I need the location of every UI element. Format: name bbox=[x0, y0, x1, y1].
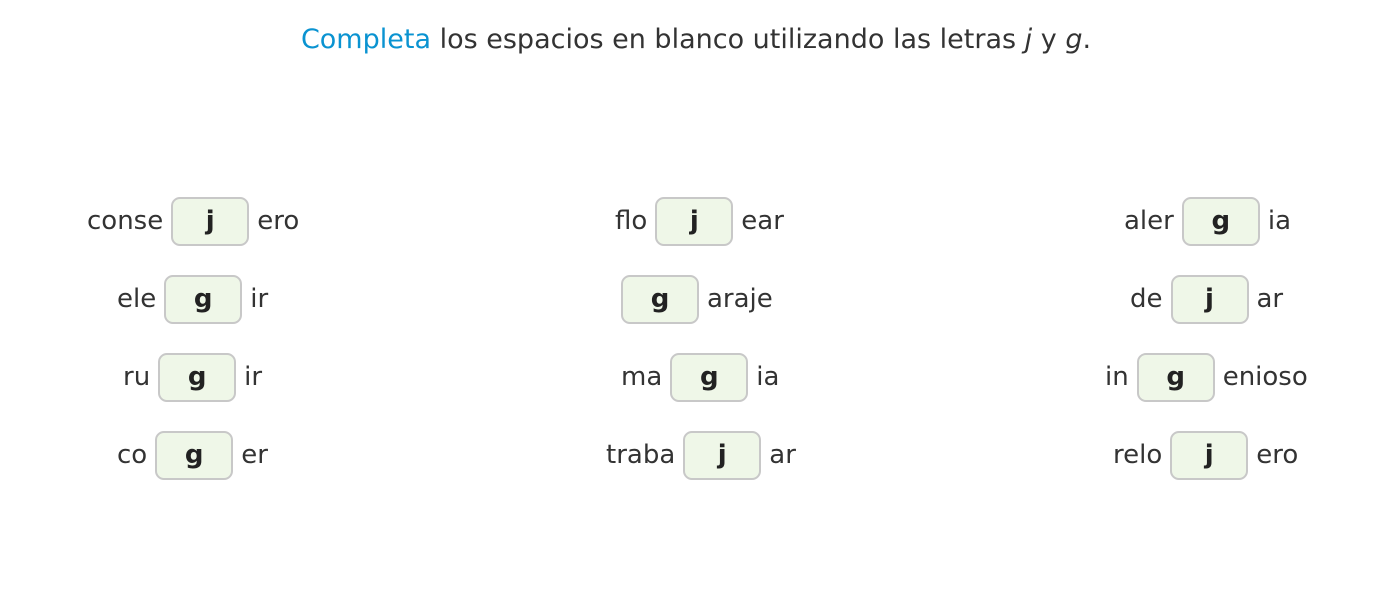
word-suffix: ir bbox=[250, 284, 269, 314]
word-suffix: ar bbox=[769, 440, 796, 470]
answer-blank[interactable]: g bbox=[670, 353, 748, 402]
answer-blank[interactable]: j bbox=[1171, 275, 1249, 324]
word-row bbox=[87, 196, 299, 246]
word-prefix: de bbox=[1130, 284, 1163, 314]
word-prefix: in bbox=[1105, 362, 1129, 392]
answer-blank[interactable]: g bbox=[1137, 353, 1215, 402]
answer-blank[interactable]: g bbox=[155, 431, 233, 480]
answer-blank[interactable]: g bbox=[158, 353, 236, 402]
word-row bbox=[621, 274, 773, 324]
word-suffix: ia bbox=[1267, 206, 1291, 236]
word-row bbox=[1130, 274, 1283, 324]
word-row bbox=[1105, 352, 1308, 402]
answer-blank[interactable]: j bbox=[683, 431, 761, 480]
answer-blank[interactable]: g bbox=[621, 275, 699, 324]
instruction-verb: Completa bbox=[300, 24, 431, 55]
word-suffix: ia bbox=[756, 362, 780, 392]
word-row bbox=[615, 196, 784, 246]
word-prefix: flo bbox=[615, 206, 648, 236]
answer-blank[interactable]: j bbox=[1170, 431, 1248, 480]
answer-blank[interactable]: j bbox=[171, 197, 249, 246]
word-suffix: araje bbox=[707, 284, 773, 314]
word-row bbox=[117, 274, 268, 324]
answer-blank[interactable]: j bbox=[655, 197, 733, 246]
word-suffix: ar bbox=[1256, 284, 1284, 314]
instruction-letter-g: g bbox=[1065, 24, 1083, 55]
word-prefix: ru bbox=[123, 362, 151, 392]
word-row bbox=[123, 352, 262, 402]
word-suffix: ero bbox=[1256, 440, 1299, 470]
word-prefix: traba bbox=[606, 440, 676, 470]
word-prefix: co bbox=[117, 440, 148, 470]
word-prefix: aler bbox=[1124, 206, 1174, 236]
word-suffix: er bbox=[241, 440, 268, 470]
word-row bbox=[117, 430, 268, 480]
instruction-connector: y bbox=[1032, 24, 1066, 55]
word-prefix: relo bbox=[1113, 440, 1163, 470]
word-prefix: ele bbox=[117, 284, 157, 314]
word-row bbox=[621, 352, 779, 402]
word-row bbox=[1124, 196, 1291, 246]
word-suffix: ero bbox=[257, 206, 300, 236]
instruction-end: . bbox=[1082, 24, 1092, 55]
word-prefix: conse bbox=[87, 206, 164, 236]
answer-blank[interactable]: g bbox=[1182, 197, 1260, 246]
word-suffix: ir bbox=[244, 362, 263, 392]
word-prefix: ma bbox=[621, 362, 663, 392]
word-suffix: ear bbox=[741, 206, 784, 236]
answer-blank[interactable]: g bbox=[164, 275, 242, 324]
instruction bbox=[0, 22, 1392, 58]
word-row bbox=[606, 430, 796, 480]
word-suffix: enioso bbox=[1222, 362, 1308, 392]
instruction-text: los espacios en blanco utilizando las letras bbox=[431, 24, 1025, 55]
instruction-letter-j: j bbox=[1024, 24, 1033, 55]
word-row bbox=[1113, 430, 1298, 480]
